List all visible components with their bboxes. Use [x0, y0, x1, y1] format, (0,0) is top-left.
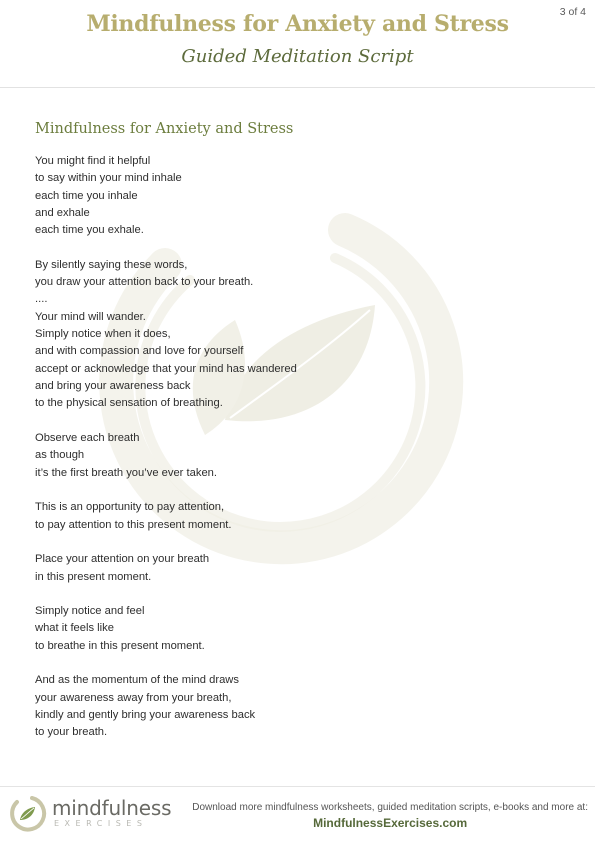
page-subtitle: Guided Meditation Script	[181, 46, 414, 67]
script-line: to the physical sensation of breathing.	[35, 397, 223, 410]
script-line: what it feels like	[35, 622, 114, 635]
stanza	[35, 603, 535, 655]
script-body	[35, 153, 535, 759]
script-line: And as the momentum of the mind draws	[35, 674, 239, 687]
logo-wordmark: mindfulness	[52, 796, 172, 820]
footer-text	[192, 802, 588, 830]
header-divider	[0, 87, 595, 88]
script-line: and with compassion and love for yourself	[35, 345, 244, 358]
script-line: each time you inhale	[35, 189, 138, 202]
stanza	[35, 257, 535, 413]
stanza	[35, 153, 535, 239]
script-line: in this present moment.	[35, 570, 152, 583]
page-title: Mindfulness for Anxiety and Stress	[86, 11, 509, 37]
website-link[interactable]: MindfulnessExercises.com	[313, 816, 468, 830]
script-line: to your breath.	[35, 726, 108, 739]
script-line: Simply notice and feel	[35, 605, 145, 618]
stanza	[35, 551, 535, 586]
script-line: You might find it helpful	[35, 155, 151, 167]
script-line: ....	[35, 293, 48, 306]
script-line: you draw your attention back to your breath.	[35, 276, 254, 289]
script-line: accept or acknowledge that your mind has wandered	[35, 362, 297, 375]
section-title: Mindfulness for Anxiety and Stress	[35, 121, 294, 137]
script-line: Place your attention on your breath	[35, 553, 210, 566]
script-line: Simply notice when it does,	[35, 328, 171, 341]
script-line: and bring your awareness back	[35, 379, 191, 392]
script-line: Observe each breath	[35, 431, 140, 444]
script-line: By silently saying these words,	[35, 258, 188, 271]
stanza	[35, 672, 535, 741]
script-line: Your mind will wander.	[35, 310, 146, 323]
script-line: to say within your mind inhale	[35, 172, 182, 185]
script-line: to breathe in this present moment.	[35, 639, 205, 652]
script-line: as though	[35, 449, 85, 462]
logo-subtext: EXERCISES	[54, 819, 148, 828]
footer-divider	[0, 786, 595, 787]
script-line: your awareness away from your breath,	[35, 691, 232, 704]
script-line: each time you exhale.	[35, 224, 144, 237]
script-line: to pay attention to this present moment.	[35, 518, 232, 531]
enso-leaf-logo-icon	[8, 794, 48, 834]
script-line: and exhale	[35, 206, 90, 219]
page-number: 3 of 4	[559, 6, 586, 18]
stanza	[35, 499, 535, 534]
footer-logo[interactable]	[8, 794, 172, 834]
script-line: kindly and gently bring your awareness back	[35, 709, 256, 722]
page-header	[0, 0, 595, 88]
script-line: it’s the first breath you’ve ever taken.	[35, 466, 217, 479]
download-note: Download more mindfulness worksheets, guided meditation scripts, e-books and more at:	[192, 802, 588, 813]
stanza	[35, 430, 535, 482]
script-line: This is an opportunity to pay attention,	[35, 501, 225, 514]
